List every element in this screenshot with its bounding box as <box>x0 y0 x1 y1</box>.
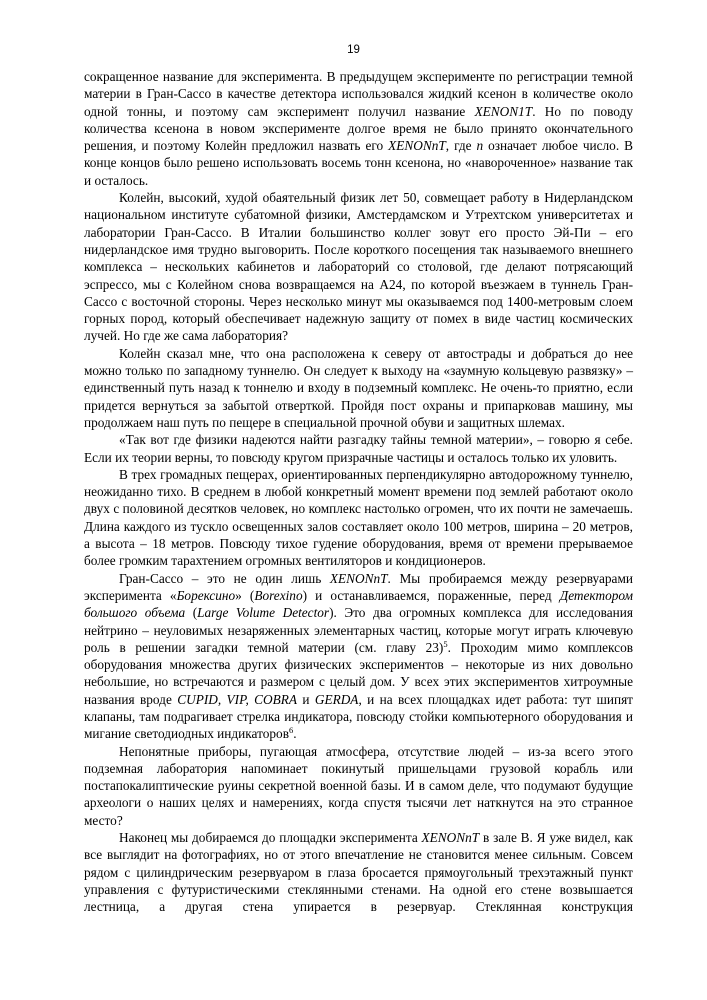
text-run: в зале В. Я уже видел, как все выглядит на фотографиях, но от этого впечатление не становится менее сильным. Совсем рядом с цилиндрическим резервуаром в глаза бросается прямоугольный трехэтажный пункт управления с футуристическими стеклянными стенами. На одной его стене возвышается лестница, а другая стена упирается в резервуар. Стеклянная конструкция <box>84 830 633 915</box>
text-run: Непонятные приборы, пугающая атмосфера, отсутствие людей – из-за всего этого подземная лаборатория напоминает покинутый пришельцами грузовой корабль или постапокалиптические руины секретной военной базы. И в самом деле, что подумают будущие археологи о наших целях и намерениях, когда спустя тысячи лет наткнутся на это странное место? <box>84 743 633 828</box>
text-run: ( <box>185 605 198 621</box>
text-run: В трех громадных пещерах, ориентированных перпендикулярно автодорожному туннелю, неожиданно тихо. В среднем в любой конкретный момент времени под землей работают около двух с половиной десятков человек, но комплекс настолько огромен, что их почти не замечаешь. Длина каждого из тускло освещенных залов составляет около 100 метров, ширина – 20 метров, а высота – 18 метров. Повсюду тихое гудение оборудования, время от времени прерываемое более громким тарахтением огромных вентиляторов и кондиционеров. <box>84 466 633 569</box>
text-run: Колейн сказал мне, что она расположена к северу от автострады и добраться до нее можно только по западному туннелю. Он следует к выходу на «заумную кольцевую развязку» – единственный путь назад к тоннелю и входу в подземный комплекс. Не очень-то приятно, если придется вернуться за забытой отверткой. Пройдя пост охраны и припарковав машину, мы продолжаем наш путь по пещере в специальной прочной обуви и защитных шлемах. <box>84 345 633 430</box>
body-text <box>84 68 633 916</box>
italic-term: Large Volume Detector <box>197 605 330 621</box>
paragraph-4 <box>84 431 633 466</box>
text-run: означает любое число. В конце концов было решено использовать восемь тонн ксенона, но «навороченное» название так и осталось. <box>84 138 633 188</box>
footnote-ref: 6 <box>288 725 294 736</box>
paragraph-3 <box>84 345 633 431</box>
text-run: » ( <box>235 587 255 603</box>
italic-term: n <box>476 138 484 154</box>
italic-term: Детектором большого объема <box>84 587 633 621</box>
paragraph-5 <box>84 466 633 570</box>
text-run: Наконец мы добираемся до площадки эксперимента <box>119 830 422 846</box>
text-run: . Проходим мимо комплексов оборудования множества других физических экспериментов – некоторые из них довольно небольшие, но встречаются и размером с целый дом. У всех этих экспериментов хитроумные названия вроде <box>84 639 633 707</box>
text-run: и <box>297 691 315 707</box>
italic-term: Borexino <box>254 587 303 603</box>
text-run: , где <box>445 138 477 154</box>
italic-term: GERDA <box>314 691 359 707</box>
page-number: 19 <box>347 44 360 56</box>
text-run: . Но по поводу количества ксенона в новом эксперименте долгое время не было принято окончательного решения, и поэтому Колейн предложил назвать его <box>84 103 633 154</box>
paragraph-1 <box>84 68 633 189</box>
text-run: . <box>293 726 297 742</box>
paragraph-6 <box>84 570 633 743</box>
text-run: . Мы пробираемся между резервуарами эксперимента « <box>84 570 633 603</box>
text-run: Гран-Сассо – это не один лишь <box>119 570 330 586</box>
paragraph-2 <box>84 189 633 345</box>
italic-term: CUPID, VIP, COBRA <box>177 691 298 707</box>
italic-term: Борексино <box>176 587 236 603</box>
text-run: ) и останавливаемся, пораженные, перед <box>302 587 560 603</box>
italic-term: XENON1T <box>474 103 533 119</box>
paragraph-8 <box>84 829 633 915</box>
text-run: сокращенное название для эксперимента. В предыдущем эксперименте по регистрации темной материи в Гран-Сассо в качестве детектора использовался жидкий ксенон в количестве около одной тонны, и поэтому сам эксперимент получил название <box>84 69 633 119</box>
text-run: «Так вот где физики надеются найти разгадку тайны темной материи», – говорю я себе. Если их теории верны, то повсюду кругом призрачные частицы и осталось только их уловить. <box>84 432 633 465</box>
italic-term: XENONnT <box>388 138 446 154</box>
footnote-ref: 5 <box>443 638 448 649</box>
text-run: ). Это два огромных комплекса для исследования нейтрино – неуловимых незаряженных элементарных частиц, которые могут играть ключевую роль в решении загадки темной материи (см. главу 23) <box>84 605 633 655</box>
text-run: Колейн, высокий, худой обаятельный физик лет 50, совмещает работу в Нидерландском национальном институте субатомной физики, Амстердамском и Утрехтском университетах и лаборатории Гран-Сассо. В Италии большинство коллег зовут его просто Эй-Пи – его нидерландское имя трудно выговорить. После короткого посещения так называемого внешнего комплекса – нескольких кабинетов и лабораторий со столовой, где делают потрясающий эспрессо, мы с Колейном снова возвращаемся на А24, по которой въезжаем в туннель Гран-Сассо с восточной стороны. Через несколько минут мы оказываемся под 1400-метровым слоем горных пород, который обеспечивает надежную защиту от помех в виде частиц космических лучей. Но где же сама лаборатория? <box>84 190 633 344</box>
text-run: , и на всех площадках идет работа: тут шипят клапаны, там подрагивает стрелка индикатора, повсюду стойки компьютерного оборудования и мигание светодиодных индикаторов <box>84 691 633 742</box>
italic-term: XENONnT <box>421 830 480 846</box>
italic-term: XENONnT <box>329 570 388 586</box>
paragraph-7 <box>84 743 633 829</box>
